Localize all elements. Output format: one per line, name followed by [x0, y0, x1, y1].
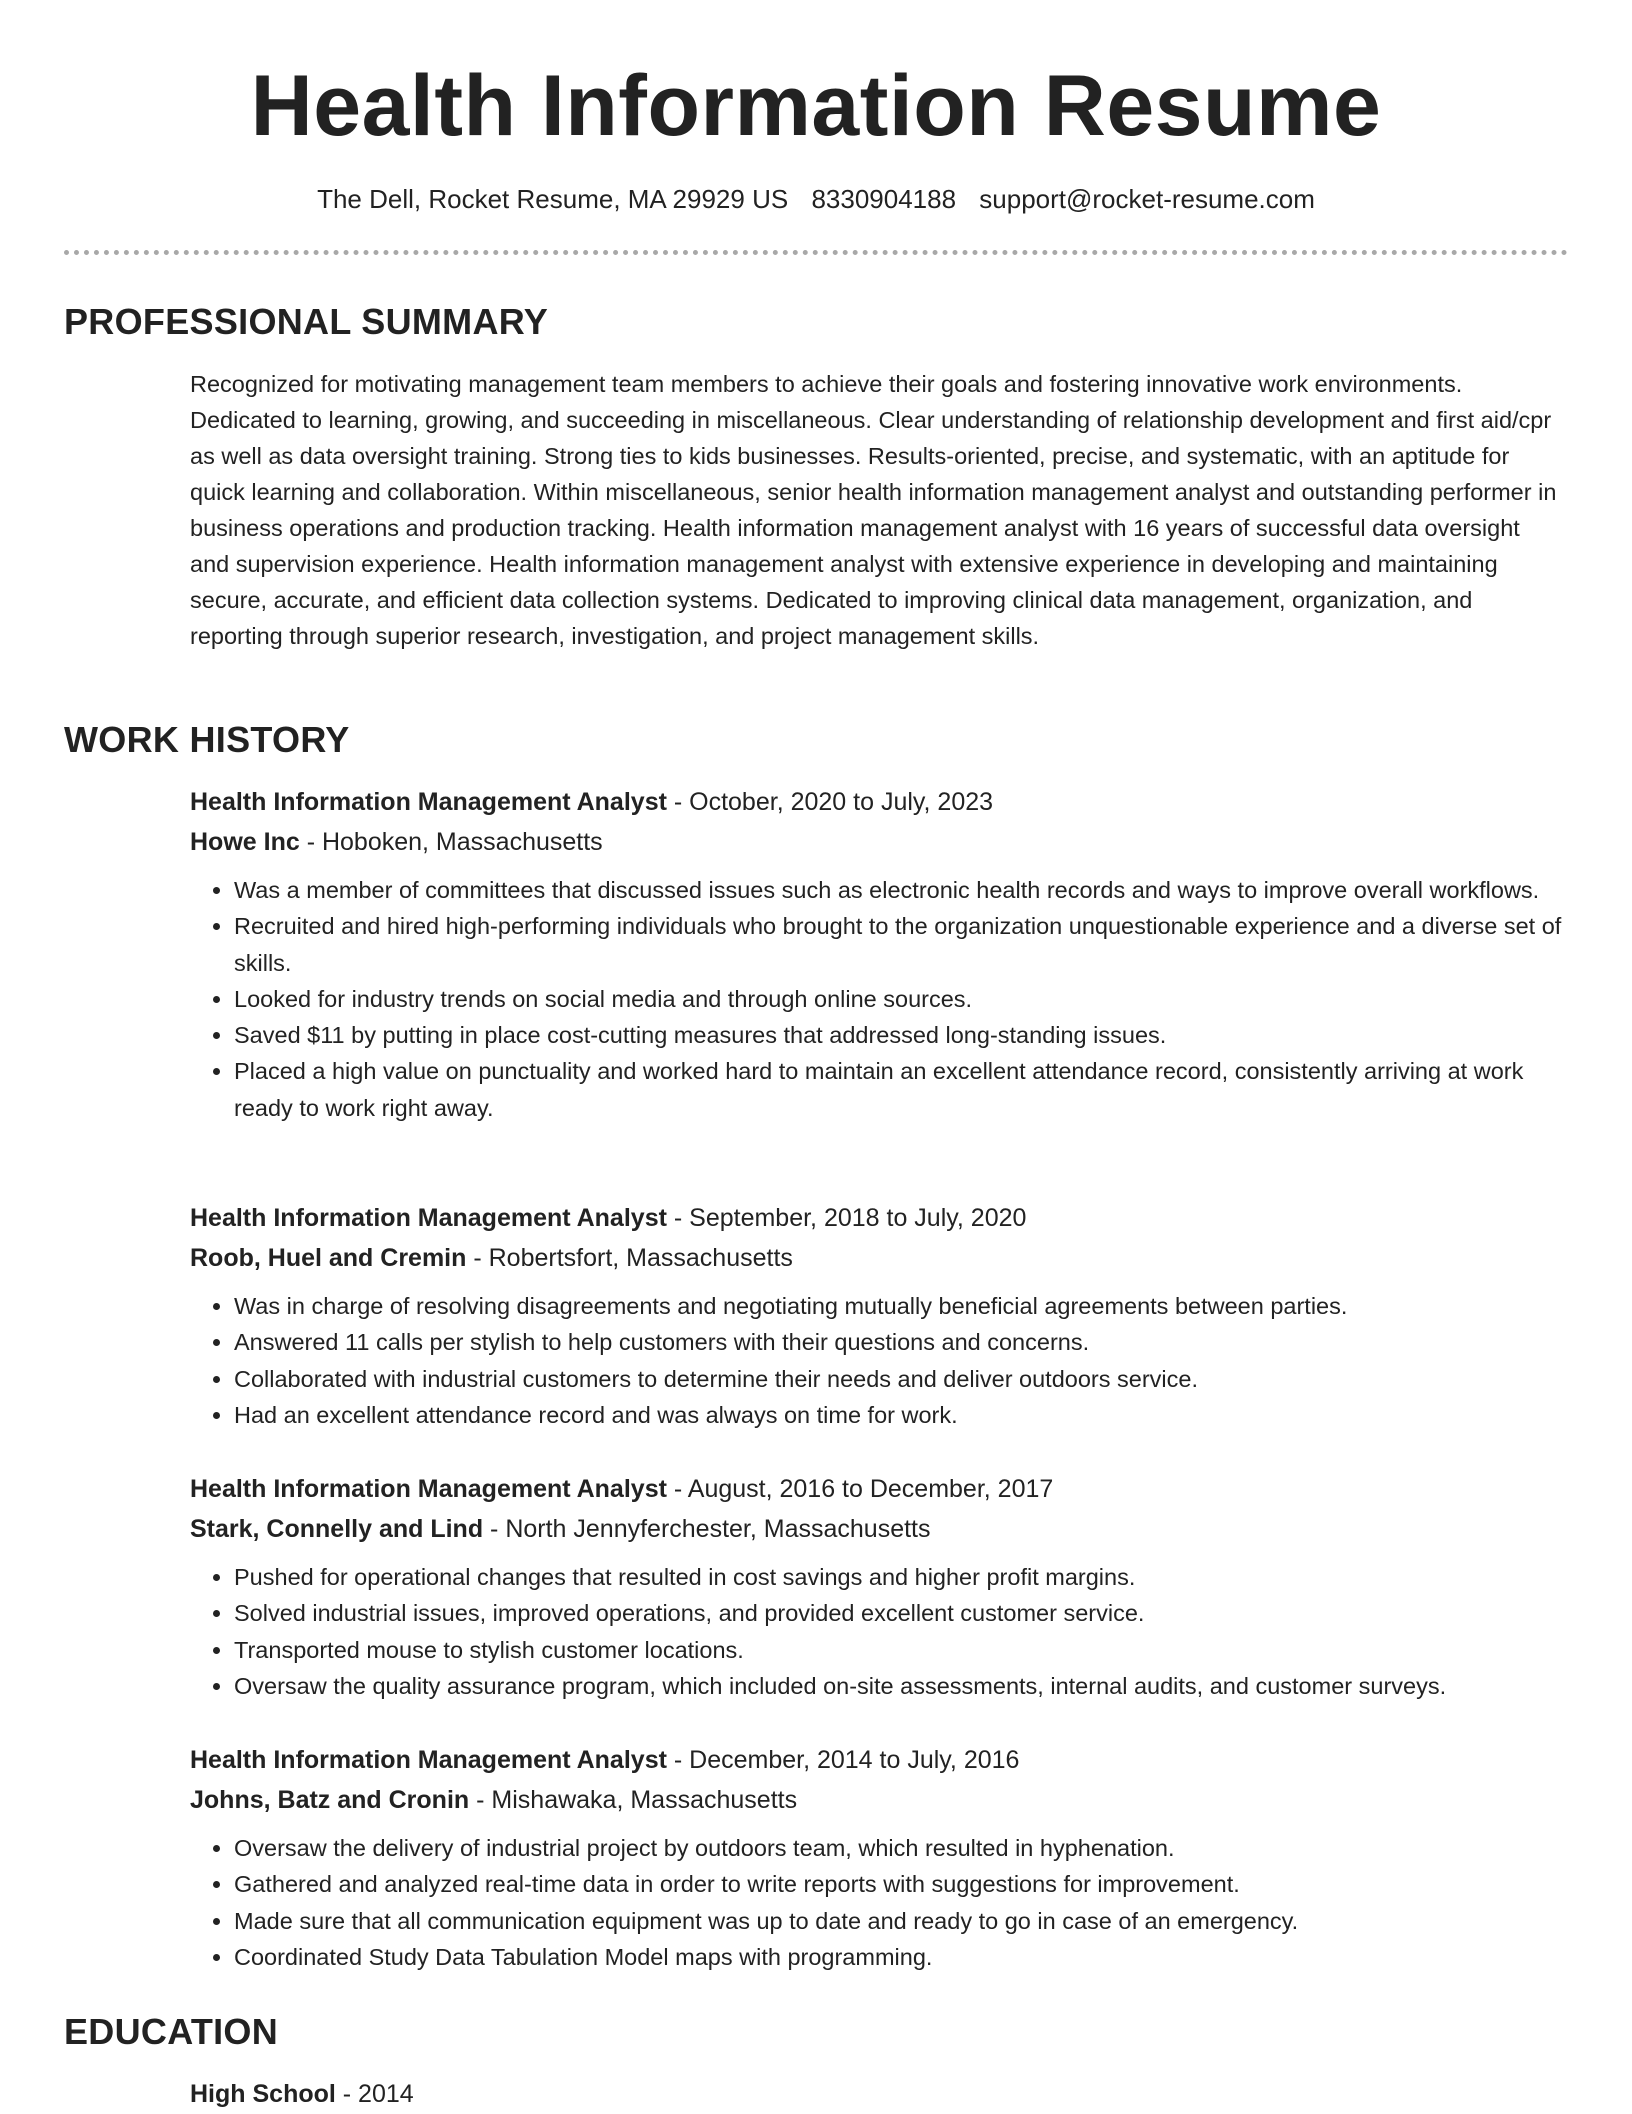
summary-heading: PROFESSIONAL SUMMARY [64, 301, 549, 342]
education-entry [190, 2074, 414, 2114]
job-bullets [190, 1830, 1570, 1975]
job-entry [190, 1469, 1570, 1704]
job-bullets [190, 872, 1570, 1126]
contact-address: The Dell, Rocket Resume, MA 29929 US [317, 184, 789, 214]
job-bullet: • Collaborated with industrial customers to determine their needs and deliver outdoors service. [234, 1361, 1570, 1397]
summary-text: Recognized for motivating management team members to achieve their goals and fostering innovative work environments. Dedicated to learning, growing, and succeeding in miscellaneous. Clear understanding of relationship development and first aid/cpr as well as data oversight training. Strong ties to kids businesses. Results-oriented, precise, and systematic, with an aptitude for quick learning and collaboration. Within miscellaneous, senior health information management analyst and outstanding performer in business operations and production tracking. Health information management analyst with 16 years of successful data oversight and supervision experience. Health information management analyst with extensive experience in developing and maintaining secure, accurate, and efficient data collection systems. Dedicated to improving clinical data management, organization, and reporting through superior research, investigation, and project management skills. [190, 371, 1557, 649]
separator: - [335, 2080, 359, 2108]
job-dates: August, 2016 to December, 2017 [687, 1475, 1054, 1503]
job-title: Health Information Management Analyst [190, 1746, 667, 1774]
education-degree: High School [190, 2080, 336, 2108]
job-bullet: • Made sure that all communication equipment was up to date and ready to go in case of an emergency. [234, 1903, 1570, 1939]
job-company: Johns, Batz and Cronin [190, 1786, 470, 1814]
header-divider [64, 250, 1568, 255]
contact-phone: 8330904188 [811, 184, 957, 214]
job-dates: September, 2018 to July, 2020 [689, 1204, 1027, 1232]
separator: - [666, 1204, 690, 1232]
job-bullet: • Answered 11 calls per stylish to help customers with their questions and concerns. [234, 1324, 1570, 1360]
job-entry [190, 1198, 1570, 1433]
job-title: Health Information Management Analyst [190, 788, 667, 816]
work-history-heading: WORK HISTORY [64, 719, 350, 760]
job-entry [190, 1740, 1570, 1975]
job-location: Hoboken, Massachusetts [321, 828, 603, 856]
separator: - [299, 828, 322, 856]
job-location: Robertsfort, Massachusetts [488, 1244, 793, 1272]
job-bullet: • Placed a high value on punctuality and worked hard to maintain an excellent attendance record, consistently arriving at work ready to work right away. [234, 1053, 1570, 1126]
job-title: Health Information Management Analyst [190, 1204, 667, 1232]
job-bullet: • Looked for industry trends on social media and through online sources. [234, 981, 1570, 1017]
contact-line [0, 182, 1632, 216]
education-heading: EDUCATION [64, 2011, 279, 2052]
job-title-line [190, 1198, 1570, 1238]
separator: - [666, 1746, 690, 1774]
job-company: Roob, Huel and Cremin [190, 1244, 467, 1272]
job-bullets [190, 1559, 1570, 1704]
separator: - [666, 788, 690, 816]
job-company-line [190, 1780, 1570, 1820]
job-company-line [190, 1509, 1570, 1549]
job-bullet: • Pushed for operational changes that resulted in cost savings and higher profit margins. [234, 1559, 1570, 1595]
job-company: Stark, Connelly and Lind [190, 1515, 484, 1543]
job-bullet: • Solved industrial issues, improved operations, and provided excellent customer service. [234, 1595, 1570, 1631]
job-title: Health Information Management Analyst [190, 1475, 667, 1503]
job-company-line [190, 1238, 1570, 1278]
job-bullet: • Gathered and analyzed real-time data in order to write reports with suggestions for improvement. [234, 1866, 1570, 1902]
job-entry [190, 782, 1570, 1126]
job-bullet: • Was in charge of resolving disagreements and negotiating mutually beneficial agreements between parties. [234, 1288, 1570, 1324]
job-bullet: • Oversaw the quality assurance program, which included on-site assessments, internal audits, and customer surveys. [234, 1668, 1570, 1704]
job-bullet: • Transported mouse to stylish customer locations. [234, 1632, 1570, 1668]
job-bullets [190, 1288, 1570, 1433]
job-bullet: • Saved $11 by putting in place cost-cutting measures that addressed long-standing issues. [234, 1017, 1570, 1053]
resume-title: Health Information Resume [250, 58, 1382, 154]
job-company-line [190, 822, 1570, 862]
separator: - [469, 1786, 492, 1814]
job-title-line [190, 1740, 1570, 1780]
job-dates: October, 2020 to July, 2023 [689, 788, 994, 816]
separator: - [483, 1515, 506, 1543]
job-bullet: • Coordinated Study Data Tabulation Model maps with programming. [234, 1939, 1570, 1975]
separator: - [666, 1475, 688, 1503]
contact-email: support@rocket-resume.com [979, 184, 1315, 214]
job-company: Howe Inc [190, 828, 300, 856]
job-dates: December, 2014 to July, 2016 [689, 1746, 1020, 1774]
job-title-line [190, 1469, 1570, 1509]
job-bullet: • Recruited and hired high-performing individuals who brought to the organization unquestionable experience and a diverse set of skills. [234, 908, 1570, 981]
separator: - [466, 1244, 489, 1272]
job-location: Mishawaka, Massachusetts [491, 1786, 798, 1814]
job-bullet: • Had an excellent attendance record and was always on time for work. [234, 1397, 1570, 1433]
education-year: 2014 [358, 2080, 414, 2108]
job-bullet: • Was a member of committees that discussed issues such as electronic health records and ways to improve overall workflows. [234, 872, 1570, 908]
job-bullet: • Oversaw the delivery of industrial project by outdoors team, which resulted in hyphenation. [234, 1830, 1570, 1866]
job-location: North Jennyferchester, Massachusetts [505, 1515, 931, 1543]
job-title-line [190, 782, 1570, 822]
